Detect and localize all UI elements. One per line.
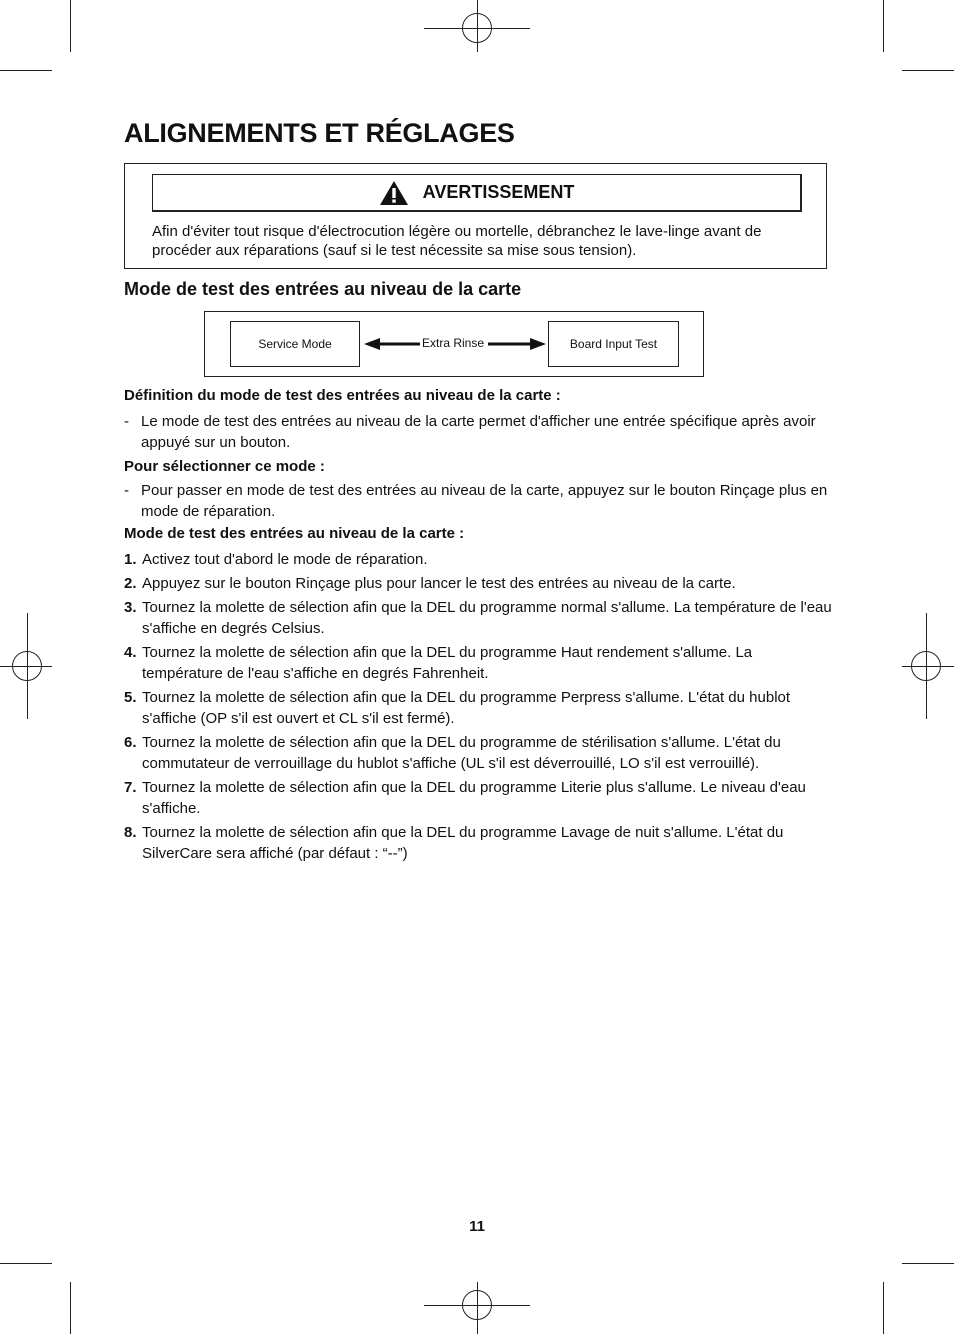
select-mode-text: Pour passer en mode de test des entrées au niveau de la carte, appuyez sur le bouton Rinçage plus en mode de réparation. [141, 482, 828, 520]
crop-mark [0, 1263, 52, 1264]
page-title: ALIGNEMENTS ET RÉGLAGES [124, 118, 515, 148]
definition-text: Le mode de test des entrées au niveau de la carte permet d'afficher une entrée spécifique après avoir appuyé sur un bouton. [141, 413, 816, 451]
warning-label: AVERTISSEMENT [422, 182, 575, 202]
crop-mark [70, 0, 71, 52]
list-item: 4. Tournez la molette de sélection afin que la DEL du programme Haut rendement s'allume. La température de l'eau s'affiche en degrés Fahrenheit. [124, 644, 753, 682]
warning-header [152, 174, 802, 212]
definition-heading: Définition du mode de test des entrées au niveau de la carte : [124, 387, 561, 404]
crop-mark [883, 0, 884, 52]
select-mode-heading: Pour sélectionner ce mode : [124, 458, 325, 475]
list-item: 1. Activez tout d'abord le mode de réparation. [124, 551, 428, 568]
crop-mark [902, 1263, 954, 1264]
extra-rinse-label: Extra Rinse [422, 336, 485, 350]
registration-circle [12, 651, 42, 681]
warning-box [124, 163, 827, 269]
list-item: 2. Appuyez sur le bouton Rinçage plus pour lancer le test des entrées au niveau de la carte. [124, 575, 736, 592]
list-item: 7. Tournez la molette de sélection afin que la DEL du programme Literie plus s'allume. Le niveau d'eau s'affiche. [124, 779, 806, 817]
definition-bullet [124, 411, 829, 453]
steps-list [124, 549, 834, 867]
board-input-test-box: Board Input Test [548, 321, 679, 367]
warning-triangle-icon [379, 180, 409, 206]
mode-flow-diagram [204, 311, 704, 377]
warning-text: Afin d'éviter tout risque d'électrocution légère ou mortelle, débranchez le lave-linge avant de procéder aux réparations (sauf si le test nécessite sa mise sous tension). [152, 223, 762, 259]
crop-mark [0, 70, 52, 71]
registration-circle [462, 1290, 492, 1320]
select-mode-bullet [124, 480, 829, 522]
test-mode-heading: Mode de test des entrées au niveau de la carte : [124, 525, 465, 542]
list-item: 6. Tournez la molette de sélection afin que la DEL du programme de stérilisation s'allume. L'état du commutateur de verrouillage du hublot s'affiche (UL s'il est déverrouillé, LO s'il est verrouillé). [124, 734, 781, 772]
section-title: Mode de test des entrées au niveau de la carte [124, 279, 522, 299]
bullet-dash: - [124, 482, 129, 499]
registration-circle [462, 13, 492, 43]
bullet-dash: - [124, 413, 129, 430]
crop-mark [883, 1282, 884, 1334]
list-item: 8. Tournez la molette de sélection afin que la DEL du programme Lavage de nuit s'allume. L'état du SilverCare sera affiché (par défaut : “--”) [124, 824, 784, 862]
registration-circle [911, 651, 941, 681]
crop-mark [902, 70, 954, 71]
page-number: 11 [469, 1218, 485, 1235]
list-item: 3. Tournez la molette de sélection afin que la DEL du programme normal s'allume. La température de l'eau s'affiche en degrés Celsius. [124, 599, 832, 637]
service-mode-box: Service Mode [230, 321, 360, 367]
crop-mark [70, 1282, 71, 1334]
list-item: 5. Tournez la molette de sélection afin que la DEL du programme Perpress s'allume. L'état du hublot s'affiche (OP s'il est ouvert et CL s'il est fermé). [124, 689, 791, 727]
